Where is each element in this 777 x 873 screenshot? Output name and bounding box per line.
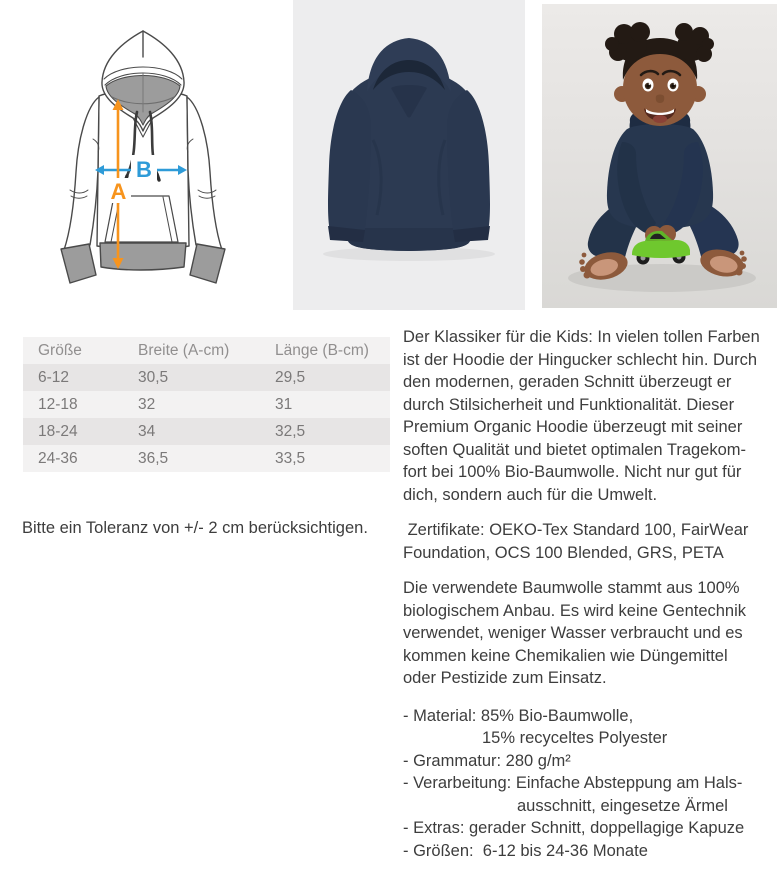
spec-line-material: - Material: 85% Bio-Baumwolle, [403, 706, 634, 725]
measurement-label-b: B [136, 157, 152, 182]
column-header-laenge: Länge (B-cm) [275, 341, 369, 359]
cell-length: 31 [275, 395, 293, 413]
cell-size: 6-12 [38, 368, 70, 386]
description-paragraph-certificates [403, 519, 777, 564]
description-line: kommen keine Chemikalien wie Düngemittel [403, 646, 728, 665]
description-line: Foundation, OCS 100 Blended, GRS, PETA [403, 543, 724, 562]
cell-width: 34 [138, 422, 156, 440]
cell-size: 24-36 [38, 449, 78, 467]
toddler-wearing-hoodie-image [542, 4, 777, 308]
size-table-header-row [23, 337, 390, 364]
product-description [403, 326, 777, 862]
cell-width: 30,5 [138, 368, 169, 386]
tolerance-note: Bitte ein Toleranz von +/- 2 cm berücksichtigen. [22, 519, 368, 537]
table-row [23, 391, 390, 418]
table-row [23, 418, 390, 445]
description-line: dich, sondern auch für die Umwelt. [403, 485, 658, 504]
cell-width: 36,5 [138, 449, 169, 467]
spec-line-groessen: - Größen: 6-12 bis 24-36 Monate [403, 841, 648, 860]
description-line: durch Stilsicherheit und Funktionalität. Dieser [403, 395, 735, 414]
cell-width: 32 [138, 395, 156, 413]
description-line: verwendet, weniger Wasser verbraucht und es [403, 624, 743, 642]
size-diagram-image [0, 0, 293, 310]
cell-length: 29,5 [275, 368, 306, 386]
description-paragraph-intro [403, 326, 777, 506]
description-line: biologischem Anbau. Es wird keine Gentechnik [403, 601, 747, 620]
model-photo [542, 4, 777, 308]
description-line: fort bei 100% Bio-Baumwolle. Nicht nur gut für [403, 463, 742, 481]
description-paragraph-cotton [403, 577, 777, 690]
product-photo [293, 0, 525, 310]
description-line: Premium Organic Hoodie überzeugt mit seiner [403, 418, 743, 436]
description-line: Der Klassiker für die Kids: In vielen tollen Farben [403, 328, 760, 346]
description-line: ist der Hoodie der Hingucker schlecht hin. Durch [403, 350, 758, 369]
spec-line-grammatur: - Grammatur: 280 g/m² [403, 751, 571, 770]
cell-length: 32,5 [275, 422, 306, 440]
spec-line-material-cont: 15% recyceltes Polyester [482, 729, 668, 747]
table-row [23, 445, 390, 472]
spec-line-verarbeitung-cont: ausschnitt, eingesetze Ärmel [517, 796, 728, 815]
description-line: soften Qualität und bietet optimalen Tragekom- [403, 440, 747, 459]
cell-length: 33,5 [275, 449, 306, 467]
spec-line-extras: - Extras: gerader Schnitt, doppellagige Kapuze [403, 819, 745, 837]
description-line: Die verwendete Baumwolle stammt aus 100% [403, 579, 740, 597]
toy-car [632, 231, 690, 265]
cell-size: 18-24 [38, 422, 78, 440]
column-header-breite: Breite (A-cm) [138, 341, 230, 359]
description-line: den modernen, geraden Schnitt überzeugt er [403, 373, 732, 391]
hoodie-measurement-sketch [0, 0, 293, 310]
size-table [23, 337, 390, 472]
description-line: Zertifikate: OEKO-Tex Standard 100, FairWear [403, 521, 749, 539]
description-line: oder Pestizide zum Einsatz. [403, 669, 607, 687]
table-row [23, 364, 390, 391]
column-header-groesse: Größe [38, 341, 82, 359]
measurement-label-a: A [110, 179, 127, 204]
spec-line-verarbeitung: - Verarbeitung: Einfache Absteppung am Hals- [403, 774, 743, 792]
cell-size: 12-18 [38, 395, 78, 413]
spec-list [403, 705, 777, 863]
navy-hoodie-image [293, 0, 525, 310]
